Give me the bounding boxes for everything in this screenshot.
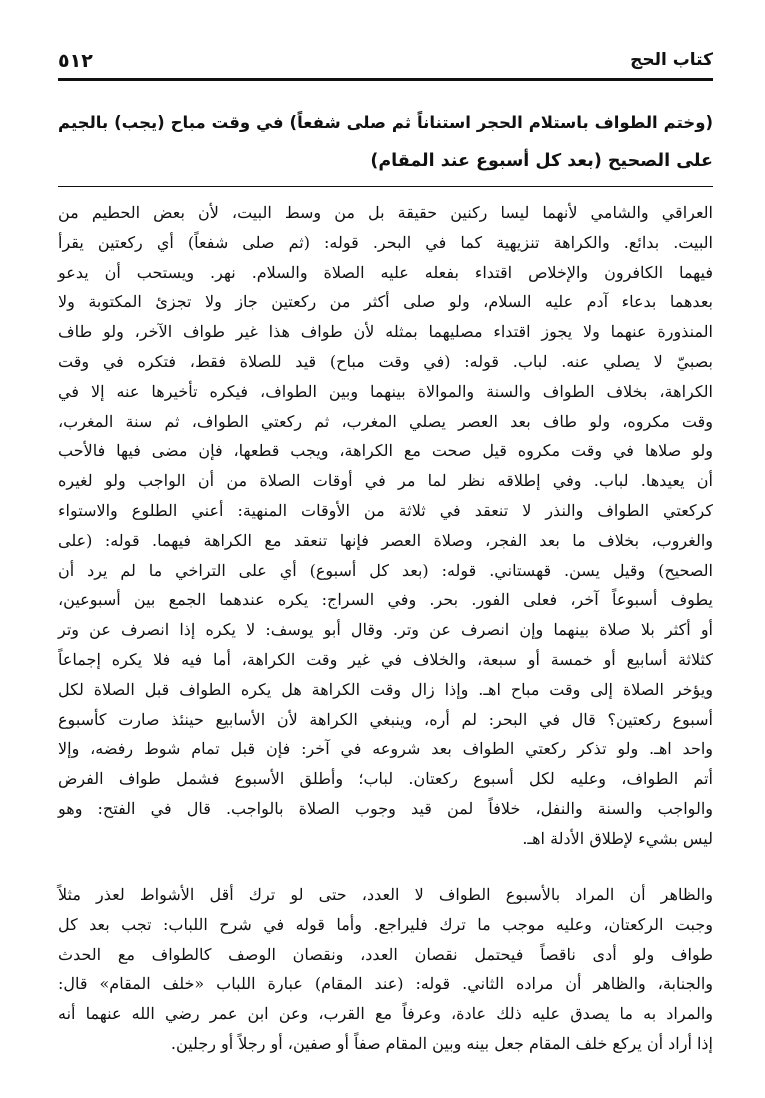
commentary-line: وجبت الركعتان، وعليه موجب ما ترك فليراجع. وأما قوله في شرح اللباب: تجب بعد كل <box>58 914 713 934</box>
commentary-line: وقت مكروه، ولو طاف بعد العصر يصلي المغرب، ثم ركعتي الطواف، ثم سنة المغرب، <box>58 411 713 431</box>
commentary-line: ويؤخر الصلاة إلى وقت مباح اهـ. وإذا زال وقت الكراهة هل يكره الطواف قبل الصلاة لكل <box>58 679 713 699</box>
commentary-line: العراقي والشامي لأنهما ليسا ركنين حقيقة بل من وسط البيت، لأن بعض الحطيم من <box>58 203 714 222</box>
commentary-paragraph-2 <box>58 880 713 1059</box>
book-title: كتاب الحج <box>630 50 713 70</box>
matn-line: على الصحيح (بعد كل أسبوع عند المقام) <box>370 151 713 171</box>
commentary-line: أو أكثر بلا صلاة بينهما وإن انصرف عن وتر. وقال أبو يوسف: لا يكره إذا انصرف عن وتر <box>58 620 713 640</box>
matn-line: (وختم الطواف باستلام الحجر استناناً ثم صلى شفعاً) في وقت مباح (يجب) بالجيم <box>58 113 713 132</box>
commentary-line: الكراهة، بخلاف الطواف والسنة والموالاة بينهما وبين الطواف، فيكره تأخيرها عنه إلا في <box>58 381 713 401</box>
commentary-line: يطوف أسبوعاً آخر، فعلى الفور. بحر. وفي السراج: يكره عندهما الجمع بين أسبوعين، <box>58 590 713 610</box>
commentary-paragraph-1 <box>58 198 713 854</box>
commentary-line: إذا أراد أن يركع خلف المقام جعل بينه وبين المقام صفاً أو صفين، أو رجلاً أو رجلين. <box>170 1033 713 1053</box>
commentary-line: البيت. بدائع. والكراهة تنزيهية كما في البحر. قوله: (ثم صلى شفعاً) أي ركعتين يقرأ <box>58 232 713 252</box>
commentary-line: والجنابة، والظاهر أن مراده الثاني. قوله: (عند المقام) عبارة اللباب «خلف المقام» قال: <box>58 974 713 994</box>
running-header <box>58 48 713 81</box>
commentary-line: الصحيح) وقيل يسن. قهستاني. قوله: (بعد كل أسبوع) أي على التراخي ما لم يرد أن <box>58 560 713 580</box>
commentary-line: كثلاثة أسابيع أو خمسة أو سبعة، والخلاف في غير وقت الكراهة، أما فيه فلا يكره إجماعاً <box>58 649 713 669</box>
commentary-line: والواجب والسنة والنفل، خلافاً لمن قيد وجوب الصلاة بالواجب. قال في الفتح: وهو <box>58 798 713 818</box>
commentary-line: كركعتي الطواف والنذر لا تنعقد في ثلاثة من الأوقات المنهية: أعني الطلوع والاستواء <box>58 500 713 520</box>
commentary-line: والظاهر أن المراد بالأسبوع الطواف لا العدد، حتى لو ترك أقل الأشواط لعذر مثلاً <box>58 885 713 904</box>
page-number: ٥١٢ <box>58 50 93 72</box>
commentary-line: أسبوع ركعتين؟ قال في البحر: لم أره، وينبغي الكراهة لأن الأسابيع حينئذ صارت كأسبوع <box>58 709 713 729</box>
commentary-line: أتم الطواف، وعليه لكل أسبوع ركعتان. لباب؛ وأطلق الأسبوع فشمل طواف الفرض <box>58 769 713 789</box>
matn-text <box>58 104 713 180</box>
commentary-line: طواف ولو أدى ناقصاً فيحتمل نقصان العدد، ونقصان الوصف كالطواف مع الحدث <box>58 944 713 964</box>
matn-divider <box>58 186 713 187</box>
commentary-line: المنذورة عنهما ولا يجوز اقتداء مصليهما بمثله لأن طواف هذا غير طواف الآخر، ولو طاف <box>58 322 713 342</box>
commentary-line: ليس بشيء لإطلاق الأدلة اهـ. <box>522 828 713 848</box>
commentary-line: واحد اهـ. ولو تذكر ركعتي الطواف بعد شروعه في آخر: فإن قبل تمام شوط رفضه، وإلا <box>58 739 714 759</box>
commentary-line: بصبيّ لا يصلي عنه. لباب. قوله: (في وقت مباح) قيد للصلاة فقط، فتكره في وقت <box>58 351 713 371</box>
commentary-line: بعدهما بدعاء آدم عليه السلام، ولو صلى أكثر من ركعتين جاز ولا تجزئ المكتوبة ولا <box>58 292 713 312</box>
commentary-line: فيهما الكافرون والإخلاص اقتداء بفعله عليه الصلاة والسلام. نهر. ويستحب أن يدعو <box>58 262 713 282</box>
commentary-line: والمراد به ما يصدق عليه ذلك عادة، وعرفاً مع القرب، وعن ابن عمر رضي الله عنهما أنه <box>58 1004 713 1024</box>
commentary-line: والغروب، بخلاف ما بعد الفجر، وصلاة العصر فإنها تنعقد مع الكراهة فيهما. قوله: (على <box>58 530 713 550</box>
commentary-line: أن يعيدها. لباب. وفي إطلاقه نظر لما مر في أوقات الصلاة من أن الواجب ولو لغيره <box>58 471 713 491</box>
commentary-line: ولو صلاها في وقت مكروه قيل صحت مع الكراهة، ويجب قطعها، فإن مضى فيها فالأحب <box>58 441 713 461</box>
